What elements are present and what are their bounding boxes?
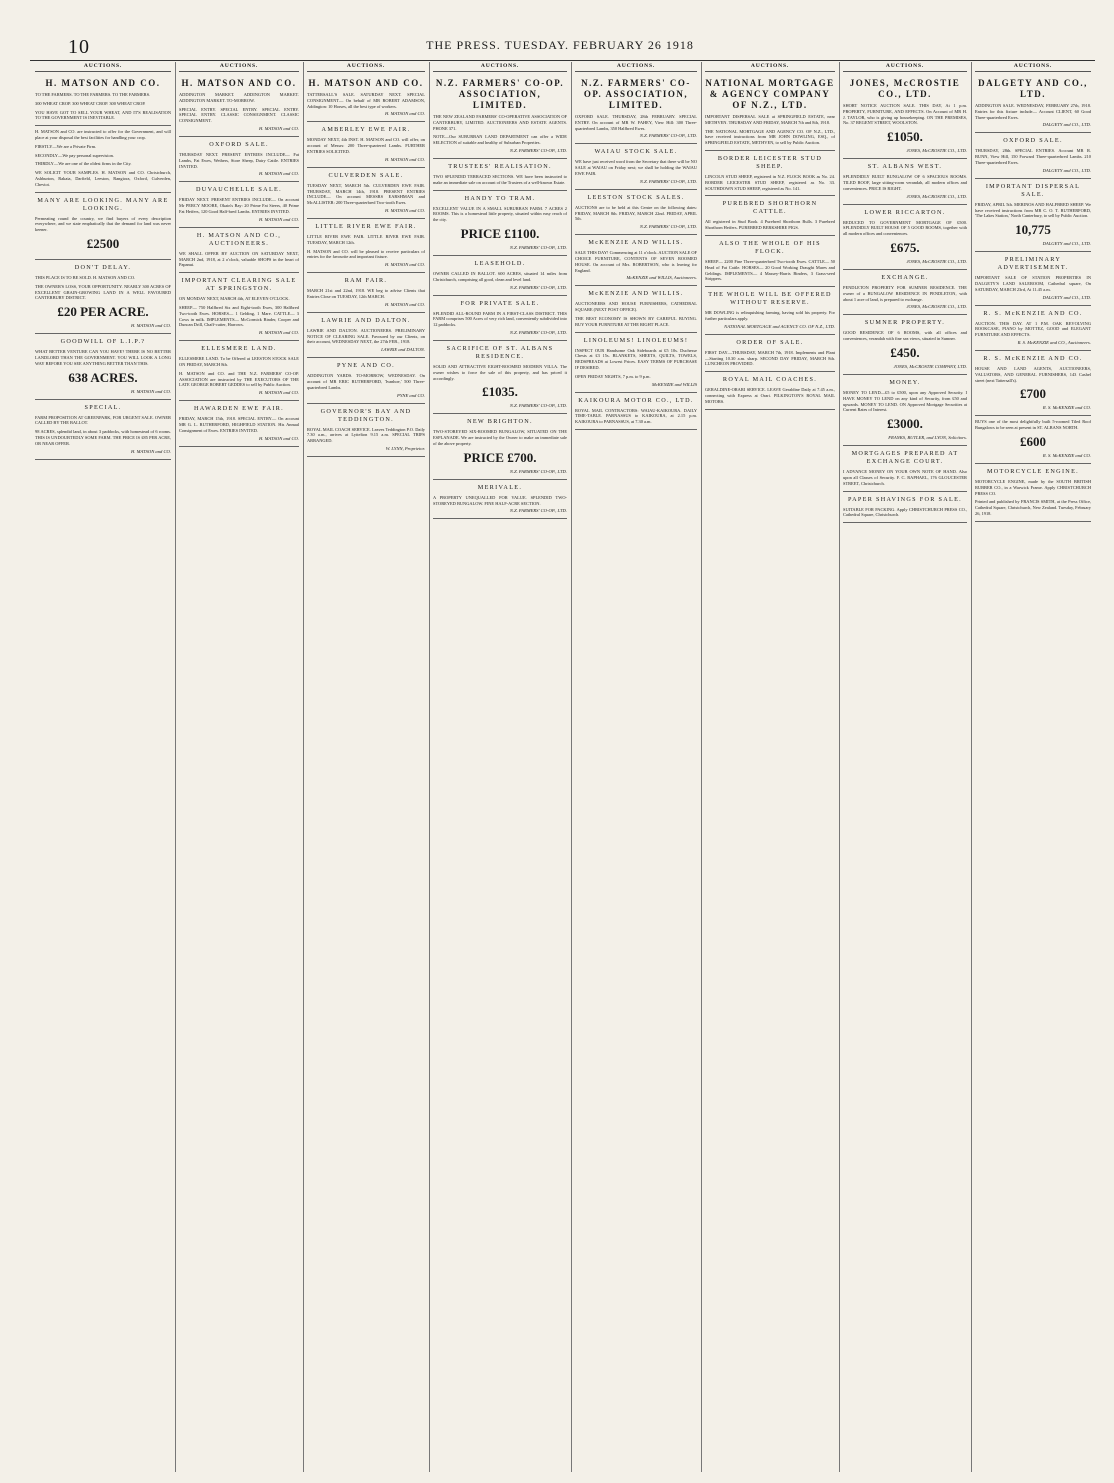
advertisement — [35, 74, 171, 126]
ad-body-text: YOU HAVE GOT TO SELL YOUR WHEAT, AND IT'S REALISATION TO THE GOVERNMENT IS INEVITABLE. — [35, 109, 171, 121]
ad-heading: ELLESMERE LAND. — [201, 345, 277, 353]
ad-signature: JONES, McCROSTIE CO., LTD. — [906, 148, 967, 154]
ad-body-text: 300 WHEAT CROP. 300 WHEAT CROP. 300 WHEAT CROP. — [35, 100, 146, 106]
ad-body-text: OPEN FRIDAY NIGHTS, 7 p.m. to 9 p.m. — [575, 373, 651, 379]
ad-signature: H. MATSON and CO. — [258, 330, 299, 336]
column-4 — [430, 62, 570, 1472]
advertisement — [975, 74, 1091, 133]
ad-body-text: FRIDAY, APRIL 5th. MERINOS AND HALFBRED SHEEP. We have received instructions from MR C. O. T. RUTHERFORD, 'The Lakes Station,' North Canterbury, to sell by Public Auction. — [975, 201, 1091, 219]
ad-signature: N.Z. FARMERS' CO-OP., LTD. — [509, 508, 567, 514]
ad-signature: H. MATSON and CO. — [384, 156, 425, 162]
ad-heading: H. MATSON AND CO. — [181, 78, 297, 88]
ad-body-text: REDUCED TO GOVERNMENT MORTGAGE OF £500. SPLENDIDLY BUILT HOUSE OF 5 GOOD ROOMS, together with all modern offices and conveniences. — [843, 219, 967, 237]
column-heading: AUCTIONS. — [575, 62, 697, 72]
ad-body-text: NOTE—Our SUBURBAN LAND DEPARTMENT can offer a WIDE SELECTION of suitable and healthy of Suburban Properties. — [433, 134, 567, 146]
page-number: 10 — [68, 36, 90, 58]
ad-heading: HAWARDEN EWE FAIR. — [194, 405, 284, 413]
advertisement — [307, 219, 425, 273]
advertisement — [307, 358, 425, 403]
advertisement — [843, 446, 967, 491]
ad-heading: LAWRIE AND DALTON. — [321, 316, 411, 324]
ad-heading: MONEY. — [889, 378, 921, 386]
ad-heading: LEASEHOLD. — [474, 259, 526, 267]
column-rule — [971, 62, 972, 1472]
ad-heading: H. MATSON AND CO. — [308, 78, 424, 88]
ad-body-text: SPLENDIDLY BUILT BUNGALOW OF 6 SPACIOUS ROOMS. TILED ROOF, large sitting-room verandah, all modern offices and conveniences. PRICE IS RIGHT. — [843, 174, 967, 191]
ad-body-text: MOTORCYCLE ENGINE, made by the SOUTH BRITISH RUBBER CO., in a Warwick Frame. Apply CHRISTCHURCH PRESS CO. — [975, 478, 1091, 496]
ad-signature: PYNE and CO. — [397, 392, 425, 398]
advertisement — [575, 144, 697, 189]
ad-signature: H. MATSON and CO. — [384, 207, 425, 213]
ad-body-text: FRIDAY NEXT. PRESENT ENTRIES INCLUDE— On account Mr PERCY MOORE, Okain's Bay: 20 Prime Fat Steers, 40 Prime Fat Heifers, 120 Good Half-bred Lambs. ENTRIES INVITED. — [179, 197, 299, 214]
column-heading: AUCTIONS. — [975, 62, 1091, 72]
ad-heading: MORTGAGES PREPARED AT EXCHANGE COURT. — [851, 450, 959, 466]
advertisement — [35, 260, 171, 334]
ad-body-text: THE BEST ECONOMY IS SHOWN BY CAREFUL BUYING. BUY YOUR FURNITURE AT THE RIGHT PLACE. — [575, 315, 697, 327]
ad-body-text: THE NEW ZEALAND FARMERS' CO-OPERATIVE ASSOCIATION OF CANTERBURY, LIMITED. AUCTIONEERS AND ESTATE AGENTS. PHONE 371. — [433, 114, 567, 131]
advertisement — [843, 205, 967, 270]
column-rule — [839, 62, 840, 1472]
ad-heading: DON'T DELAY. — [74, 263, 132, 271]
ad-heading: N.Z. FARMERS' CO-OP. ASSOCIATION, LIMITED. — [581, 78, 691, 110]
advertisement — [433, 256, 567, 296]
ad-heading: FOR PRIVATE SALE. — [460, 299, 540, 307]
ad-body-text: FARM PROPOSITION AT GREENPARK, FOR URGENT SALE. OWNER CALLED BY THE BALLOT. — [35, 414, 171, 426]
ad-heading: MANY ARE LOOKING. MANY ARE LOOKING. — [37, 196, 169, 212]
ad-heading: H. MATSON AND CO., AUCTIONEERS. — [196, 231, 282, 247]
advertisement — [843, 375, 967, 446]
ad-body-text: TUESDAY NEXT, MARCH 5th. CULVERDEN EWE FAIR. THURSDAY, MARCH 14th, 1918. PRESENT ENTRIES INCLUDE— On account MESSRS EARSHMAN and McALLISTER: 200 Three-quarterbred Two-tooth Ewes. — [307, 182, 425, 206]
ad-heading: LEESTON STOCK SALES. — [587, 193, 685, 201]
ad-heading: R. S. McKENZIE AND CO. — [983, 309, 1083, 317]
ad-signature: FRANKS, BUTLER, and LYON, Solicitors. — [888, 435, 967, 441]
ad-signature: McKENZIE and WILLIS, Auctioneers. — [626, 275, 697, 281]
ad-body-text: SHEEP— 750 Halfbred Six and Eight-tooth Ewes, 300 Halfbred Two-tooth Ewes. HORSES— 1 Gelding, 1 Mare. CATTLE— 3 Cows in milk. IMPLEMENTS— McCormick Binder, Cooper and Duncan Drill, Chaff-cutter, Harrows. — [179, 304, 299, 328]
advertisement — [705, 74, 835, 151]
ad-heading: THE WHOLE WILL BE OFFERED WITHOUT RESERVE. — [708, 291, 832, 307]
advertisement — [179, 341, 299, 401]
ad-signature: DALGETY and CO., LTD. — [1042, 241, 1091, 247]
ad-body-text: AUCTIONEERS AND HOUSE FURNISHERS, CATHEDRAL SQUARE (NEXT POST OFFICE). — [575, 301, 697, 313]
advertisement — [35, 126, 171, 192]
ad-body-text: A PROPERTY UNEQUALLED FOR VALUE. SPLENDID TWO-STOREYED BUNGALOW. FINE HALF-ACRE SECTION. — [433, 494, 567, 506]
ad-body-text: FRIDAY, MARCH 15th, 1918. SPECIAL ENTRY— On account MR G. L. RUTHERFORD, HIGHFIELD STATION. His Annual Consignment of Ewes. ENTRIES INVITED. — [179, 416, 299, 433]
ad-signature: JONES, McCROSTIE CO., LTD. — [906, 258, 967, 264]
ad-body-text: H. MATSON and CO. will be pleased to receive particulars of entries for the favourite and important fixture. — [307, 248, 425, 260]
advertisement — [433, 341, 567, 414]
ad-signature: DALGETY and CO., LTD. — [1042, 122, 1091, 128]
ad-body-text: MR DOWLING is relinquishing farming, having sold his property. For further particulars apply. — [705, 310, 835, 321]
ad-body-text: ROYAL MAIL CONTRACTORS: WAIAU-KAIKOURA. DAILY TIME-TABLE. PARNASSUS to KAIKOURA, at 2.15 p.m. KAIKOURA to PARNASSUS, at 7.30 a.m. — [575, 407, 697, 425]
ad-heading: KAIKOURA MOTOR CO., LTD. — [578, 396, 694, 404]
column-heading: AUCTIONS. — [705, 62, 835, 72]
ad-body-text: FIRST DAY—THURSDAY, MARCH 7th, 1918. Implements and Plant—Starting 10.30 a.m. sharp. SECOND DAY FRIDAY, MARCH 8th. LUNCHEON PROVIDED. — [705, 349, 835, 367]
advertisement — [575, 393, 697, 430]
advertisement — [433, 480, 567, 520]
ad-price: £3000. — [887, 416, 923, 432]
advertisement — [843, 315, 967, 375]
ad-heading: GOODWILL OF L.I.P.? — [60, 338, 146, 346]
ad-heading: PRELIMINARY ADVERTISEMENT. — [997, 256, 1069, 272]
ad-body-text: TATTERSALL'S SALE. SATURDAY NEXT. SPECIAL CONSIGNMENT— On behalf of MR ROBERT ADAMSON, Addington: 10 Horses, all the best type of workers. — [307, 92, 425, 109]
ad-price: PRICE £1100. — [460, 225, 540, 241]
ad-signature: N.Z. FARMERS' CO-OP., LTD. — [509, 468, 567, 474]
column-2 — [176, 62, 302, 1472]
ad-heading: NATIONAL MORTGAGE & AGENCY COMPANY OF N.Z., LTD. — [705, 78, 835, 110]
ad-heading: MOTORCYCLE ENGINE. — [986, 467, 1080, 475]
advertisement — [975, 306, 1091, 351]
ad-heading: PYNE AND CO. — [336, 362, 396, 370]
advertisement — [705, 196, 835, 236]
ad-signature: N.Z. FARMERS' CO-OP., LTD. — [639, 224, 697, 230]
ad-heading: EXCHANGE. — [881, 273, 929, 281]
advertisement — [843, 74, 967, 159]
ad-body-text: ADDINGTON YARDS. TO-MORROW, WEDNESDAY. On account of MR ERIC RUTHERFORD, 'Ivanhoe,' 500 Three-quarterbred Lambs. — [307, 373, 425, 390]
ad-heading: LITTLE RIVER EWE FAIR. — [315, 222, 417, 230]
ad-signature: H. MATSON and CO. — [130, 388, 171, 394]
advertisement — [433, 159, 567, 191]
advertisement — [35, 400, 171, 460]
column-heading: AUCTIONS. — [179, 62, 299, 72]
masthead-rule — [30, 60, 1095, 61]
ad-body-text: SECONDLY—We pay personal supervision. — [35, 152, 114, 158]
ad-signature: H. MATSON and CO. — [384, 301, 425, 307]
ad-body-text: WE SHALL OFFER BY AUCTION ON SATURDAY NEXT, MARCH 2nd, 1918, at 2 o'clock, valuable SHOPS in the heart of Papanui. — [179, 250, 299, 268]
ad-body-text: H. MATSON and CO. are instructed to offer for the Government, and will place at your disposal the best facilities for handling your crop. — [35, 129, 171, 140]
advertisement — [975, 133, 1091, 178]
ad-heading: RAM FAIR. — [344, 277, 388, 285]
advertisement — [575, 235, 697, 286]
ad-signature: N.Z. FARMERS' CO-OP., LTD. — [509, 329, 567, 335]
ad-signature: H. MATSON and CO. — [258, 435, 299, 441]
ad-signature: H. MATSON and CO. — [258, 390, 299, 396]
ad-body-text: All registered in Stud Book. 4 Purebred Shorthorn Bulls. 3 Purebred Shorthorn Heifers. PUREBRED BERKSHIRE PIGS. — [705, 219, 835, 231]
advertisement — [307, 74, 425, 122]
ad-body-text: SPLENDID ALL-ROUND FARM IN A FIRST-CLASS DISTRICT. THIS FARM comprises 500 Acres of very rich land, conveniently subdivided into 12 paddocks. — [433, 310, 567, 328]
ad-body-text: THE NATIONAL MORTGAGE AND AGENCY CO. OF N.Z., LTD., have received instructions from MR JOHN DOWLING, ESQ., of SPRINGFIELD ESTATE, METHVEN, to sell by Public Auction. — [705, 128, 835, 146]
ad-signature: NATIONAL MORTGAGE and AGENCY CO. OF N.Z., LTD. — [724, 323, 835, 329]
advertisement — [705, 372, 835, 409]
ad-heading: GOVERNOR'S BAY AND TEDDINGTON. — [320, 407, 412, 423]
ad-heading: PUREBRED SHORTHORN CATTLE. — [722, 200, 818, 216]
advertisement — [35, 334, 171, 399]
ad-body-text: AUCTION. THIS DAY. AT 1 P.M. OAK REVOLVING BOOKCASE, PIANO by MOTTEZ, GOOD and ELEGANT FURNITURE AND EFFECTS. — [975, 320, 1091, 338]
ad-body-text: PENDLETON PROPERTY FOR SUMNER RESIDENCE. THE owner of a BUNGALOW RESIDENCE IN PENDLETON, with about 1 acre of land, is prepared to exchange. — [843, 284, 967, 302]
advertisement — [433, 74, 567, 159]
ad-price: PRICE £700. — [463, 449, 537, 465]
ad-body-text: THURSDAY NEXT. PRESENT ENTRIES INCLUDE— Fat Lambs, Fat Ewes, Wethers, Store Sheep, Dairy Cattle. ENTRIES INVITED. — [179, 151, 299, 169]
ad-signature: DALGETY and CO., LTD. — [1042, 167, 1091, 173]
ad-body-text: MONDAY NEXT, 4th INST. H. MATSON and CO. will offer, on account of Messrs: 200 Three-quartered Lambs. FURTHER ENTRIES SOLICITED. — [307, 137, 425, 154]
ad-heading: McKENZIE AND WILLIS. — [588, 239, 684, 247]
ad-heading: McKENZIE AND WILLIS. — [588, 290, 684, 298]
ad-price: £20 PER ACRE. — [57, 304, 149, 320]
ad-signature: N.Z. FARMERS' CO-OP., LTD. — [509, 244, 567, 250]
ad-body-text: IMPORTANT DISPERSAL SALE at SPRINGFIELD ESTATE, near METHVEN. THURSDAY AND FRIDAY, MARCH 7th and 8th, 1918. — [705, 114, 835, 125]
ad-body-text: Permeating round the country, we find buyers of every description everywhere, and we state emphatically that the demand for land was never keener. — [35, 215, 171, 233]
ad-heading: LINOLEUMS! LINOLEUMS! — [583, 336, 689, 344]
advertisement — [307, 404, 425, 457]
ad-heading: BORDER LEICESTER STUD SHEEP. — [717, 154, 823, 170]
ad-body-text: ROYAL MAIL COACH SERVICE. Leaves Teddington P.O. Daily 7.30 a.m., arrives at Lyttelton 9.15 a.m. SPECIAL TRIPS ARRANGED. — [307, 426, 425, 444]
ad-price: £700 — [1020, 386, 1046, 402]
ad-body-text: 98 ACRES, splendid land, in about 3 paddocks, with homestead of 6 rooms. THIS IS UNDOUBTEDLY SOME FARM. THE PRICE IS £85 PER ACRE, OR NEAR OFFER. — [35, 429, 171, 446]
ad-heading: N.Z. FARMERS' CO-OP. ASSOCIATION, LIMITED. — [435, 78, 565, 110]
ad-heading: AMBERLEY EWE FAIR. — [321, 126, 411, 134]
column-8 — [972, 62, 1094, 1472]
advertisement — [179, 182, 299, 227]
advertisement — [975, 416, 1091, 464]
advertisement — [705, 287, 835, 335]
ad-body-text: IMPORTANT SALE OF STATION PROPERTIES IN DALGETY'S LAND SALEROOM, Cathedral square, On SATURDAY, MARCH 23rd, At 11.45 a.m. — [975, 275, 1091, 292]
ad-body-text: ELLESMERE LAND. To be Offered at LEESTON STOCK SALE ON FRIDAY, MARCH 8th. — [179, 356, 299, 367]
advertisement — [975, 252, 1091, 305]
ad-body-text: GOOD RESIDENCE OF 6 ROOMS, with all offices and conveniences, verandah with fine sea views, situated in Sumner. — [843, 330, 967, 342]
ad-body-text: SUITABLE FOR PACKING. Apply CHRISTCHURCH PRESS CO., Cathedral Square, Christchurch. — [843, 506, 967, 518]
ad-heading: ALSO THE WHOLE OF HIS FLOCK. — [719, 239, 821, 255]
column-3 — [304, 62, 428, 1472]
ad-body-text: SHORT NOTICE AUCTION SALE. THIS DAY, At 1 p.m. PROPERTY, FURNITURE, AND EFFECTS. On Account of MR H. J. TAYLOR, who is giving up housekeeping. ON THE PREMISES, No. 37 REGENT STREET, WOOLSTON. — [843, 103, 967, 126]
ad-price: £600 — [1020, 433, 1046, 449]
ad-price: £1035. — [482, 384, 518, 400]
ad-body-text: OXFORD SALE. THURSDAY, 28th FEBRUARY. SPECIAL ENTRY. On account of MR W. FAHEY, View Hill: 300 Three-quarterbred Lambs, 350 Halfbred Ewes. — [575, 114, 697, 131]
ad-body-text: TWO-STOREYED SIX-ROOMED BUNGALOW, SITUATED ON THE ESPLANADE. We are instructed by the Owner to make an immediate sale of the above property. — [433, 429, 567, 446]
ad-body-text: TWO SPLENDID TERRACED SECTIONS. WE have been instructed to make an immediate sale on account of the Trustees of a well-known Estate. — [433, 173, 567, 185]
column-rule — [701, 62, 702, 1472]
advertisement — [307, 168, 425, 219]
ad-signature: H. MATSON and CO. — [258, 216, 299, 222]
ad-heading: IMPORTANT DISPERSAL SALE. — [985, 182, 1081, 198]
ad-body-text: WE SOLICIT YOUR SAMPLES. H. MATSON and CO. Christchurch, Ashburton, Rakaia, Darfield, Leeston, Rangiora, Oxford, Culverden, Cheviot. — [35, 170, 171, 187]
ad-body-text: GERALDINE-ORARI SERVICE. LEAVE Geraldine Daily at 7.45 a.m., connecting with Express at Orari. PILKINGTON'S ROYAL MAIL MOTORS. — [705, 387, 835, 404]
ad-body-text: ADDINGTON MARKET. ADDINGTON MARKET. ADDINGTON MARKET. TO-MORROW. — [179, 92, 299, 103]
ad-heading: SACRIFICE OF ST. ALBANS RESIDENCE. — [446, 344, 554, 360]
advertisement — [179, 228, 299, 273]
ad-signature: LAWRIE and DALTON. — [381, 347, 425, 353]
ad-body-text: THURSDAY, 28th. SPECIAL ENTRIES. Account MR R. BUNN, View Hill, 150 Forward Three-quarterbred Lambs. 210 Three-quarterbred Ewes. — [975, 148, 1091, 165]
advertisement — [575, 333, 697, 393]
ad-signature: JONES, McCROSTIE CO., LTD. — [906, 193, 967, 199]
ad-signature: R. S. McKENZIE and CO. — [1042, 452, 1091, 458]
ad-price: 638 ACRES. — [68, 369, 138, 385]
advertisement — [575, 286, 697, 332]
ad-heading: MERIVALE. — [477, 483, 523, 491]
ad-body-text: LAWRIE AND DALTON. AUCTIONEERS. PRELIMINARY NOTICE OF CLEARING SALE. Favoured by our Clients, on their account, WEDNESDAY NEXT, the 27th FEB., 1918. — [307, 327, 425, 345]
ad-heading: DALGETY AND CO., LTD. — [978, 78, 1088, 99]
ad-heading: ST. ALBANS WEST. — [867, 163, 943, 171]
ad-body-text: WHAT BETTER VENTURE CAN YOU HAVE? THERE IS NO BETTER LANDLORD THAN THE GOVERNMENT. YOU WILL LOOK A LONG WAY BEFORE YOU SEE ANYTHING BETTER THAN THIS. — [35, 349, 171, 366]
advertisement — [179, 273, 299, 341]
ad-body-text: BUYS one of the most delightfully built 5-roomed Tiled Roof Bungalows to be seen at present in ST. ALBANS NORTH. — [975, 419, 1091, 431]
column-5 — [572, 62, 700, 1472]
ad-price: £1050. — [887, 129, 923, 145]
ad-heading: SPECIAL. — [84, 403, 122, 411]
ad-body-text: AUCTIONS are to be held at this Centre on the following dates: FRIDAY, MARCH 8th. FRIDAY, MARCH 22nd. FRIDAY, APRIL 5th. — [575, 204, 697, 222]
advertisement — [843, 270, 967, 315]
ad-signature: H. MATSON and CO. — [130, 448, 171, 454]
ad-body-text: SOLID AND ATTRACTIVE EIGHT-ROOMED MODERN VILLA. The owner wishes to force the sale of this property, and has priced it accordingly. — [433, 363, 567, 381]
ad-heading: HANDY TO TRAM. — [464, 194, 536, 202]
advertisement — [705, 151, 835, 196]
column-heading: AUCTIONS. — [433, 62, 567, 72]
ad-heading: CULVERDEN SALE. — [328, 171, 404, 179]
ad-body-text: THE OWNER'S LOSS, YOUR OPPORTUNITY. NEARLY 300 ACRES OF EXCELLENT GRAIN-GROWING LAND IN A WELL FAVOURED CANTERBURY DISTRICT. — [35, 283, 171, 301]
ad-body-text: FIRSTLY—We are a Private Firm. — [35, 143, 97, 149]
ad-body-text: HOUSE AND LAND AGENTS, AUCTIONEERS, VALUATORS, AND GENERAL FURNISHERS, 143 Cashel street (next Tattersall's). — [975, 365, 1091, 383]
ad-body-text: OWNER CALLED IN BALLOT. 600 ACRES, situated 14 miles from Christchurch, comprising all good, clean and level land. — [433, 270, 567, 282]
ad-body-text: Printed and published by FRANCIS SMITH, at the Press Office, Cathedral Square, Christchurch, New Zealand. Tuesday, February 26, 1918. — [975, 499, 1091, 516]
advertisement — [179, 74, 299, 137]
ad-signature: McKENZIE and WILLIS — [651, 381, 697, 387]
column-6 — [702, 62, 838, 1472]
ad-body-text: ADDINGTON SALE. WEDNESDAY, FEBRUARY 27th, 1918. Entries for this fixture include— Account CLIENT, 60 Good Three-quarterbred Ewes. — [975, 103, 1091, 120]
ad-body-text: SHEEP— 2200 Fine Three-quarterbred Two-tooth Ewes. CATTLE— 50 Head of Fat Cattle. HORSES— 20 Good Working Draught Mares and Geldings. IMPLEMENTS— 4 Massey-Harris Binders, 3 Grass-seed Strippers. — [705, 258, 835, 282]
ad-signature: N.Z. FARMERS' CO-OP., LTD. — [509, 403, 567, 409]
ad-heading: R. S. McKENZIE AND CO. — [983, 354, 1083, 362]
ad-body-text: I ADVANCE MONEY ON YOUR OWN NOTE OF HAND. Also upon all Classes of Security. F. C. RAPHAEL, 176 GLOUCESTER STREET, Christchurch. — [843, 469, 967, 486]
advertisement — [307, 313, 425, 358]
ad-signature: R. S. McKENZIE and CO. — [1042, 405, 1091, 411]
advertisement — [705, 335, 835, 372]
column-rule — [429, 62, 430, 1472]
ad-signature: N.Z. FARMERS' CO-OP., LTD. — [509, 284, 567, 290]
column-1 — [32, 62, 174, 1472]
ad-body-text: H. MATSON and CO. and THE N.Z. FARMERS' CO-OP. ASSOCIATION are instructed by THE EXECUTORS OF THE LATE GEORGE ROBERT GEDDES to sell by Public Auction. — [179, 370, 299, 388]
ad-signature: W. LYNN, Proprietor. — [385, 445, 425, 451]
column-heading: AUCTIONS. — [843, 62, 967, 72]
advertisement — [35, 193, 171, 260]
ad-heading: ROYAL MAIL COACHES. — [722, 376, 818, 384]
advertisement — [975, 179, 1091, 252]
column-rule — [175, 62, 176, 1472]
column-heading: AUCTIONS. — [307, 62, 425, 72]
ad-signature: H. MATSON and CO. — [258, 171, 299, 177]
ad-heading: WAIAU STOCK SALE. — [594, 148, 678, 156]
ad-heading: ORDER OF SALE. — [736, 338, 804, 346]
column-7 — [840, 62, 970, 1472]
ad-heading: H. MATSON AND CO. — [45, 78, 161, 88]
ad-body-text: TO THE FARMERS. TO THE FARMERS. TO THE FARMERS. — [35, 92, 151, 97]
ad-body-text: MARCH 21st and 22nd, 1918. WE beg to advise Clients that Entries Close on TUESDAY, 12th MARCH. — [307, 288, 425, 299]
ad-body-text: INSPECT OUR Handsome Oak Sideboards at £5 10s. Duchesse Chests at £3 15s. BLANKETS, SHEETS, QUILTS, TOWELS, BEDSPREADS at Lowest Prices. EASY TERMS OF PURCHASE IF DESIRED. — [575, 347, 697, 370]
ad-body-text: THIRDLY—We are one of the oldest firms in the City. — [35, 161, 132, 167]
ad-signature: H. MATSON and CO. — [384, 262, 425, 268]
advertisement — [575, 190, 697, 235]
ad-heading: OXFORD SALE. — [209, 140, 269, 148]
ad-heading: NEW BRIGHTON. — [467, 418, 533, 426]
ad-signature: JONES, McCROSTIE CO., LTD. — [906, 304, 967, 310]
column-heading: AUCTIONS. — [35, 62, 171, 72]
ad-body-text: LINCOLN STUD SHEEP, registered in N.Z. FLOCK BOOK as No. 24. BORDER LEICESTER STUD SHEEP, registered as No. 33. SOUTHDOWN STUD SHEEP, registered as No. 141. — [705, 173, 835, 191]
advertisement — [843, 492, 967, 524]
ad-heading: TRUSTEES' REALISATION. — [448, 162, 552, 170]
advertisement — [179, 137, 299, 182]
ad-signature: DALGETY and CO., LTD. — [1042, 294, 1091, 300]
ad-heading: IMPORTANT CLEARING SALE AT SPRINGSTON. — [181, 277, 297, 293]
advertisement — [307, 122, 425, 167]
ad-heading: JONES, McCROSTIE CO., LTD. — [849, 78, 961, 99]
advertisement — [975, 464, 1091, 522]
advertisement — [433, 414, 567, 479]
ad-price: £450. — [890, 344, 920, 360]
ad-heading: LOWER RICCARTON. — [864, 208, 946, 216]
ad-signature: H. MATSON and CO. — [258, 125, 299, 131]
ad-signature: JONES, McCROSTIE COMPANY, LTD. — [893, 363, 967, 369]
advertisement — [433, 296, 567, 341]
ad-signature: N.Z. FARMERS' CO-OP., LTD. — [639, 178, 697, 184]
advertisement — [433, 191, 567, 256]
ad-heading: PAPER SHAVINGS FOR SALE. — [847, 495, 963, 503]
newspaper-title: THE PRESS. TUESDAY. FEBRUARY 26 1918 — [426, 38, 694, 52]
ad-signature: H. MATSON and CO. — [384, 111, 425, 117]
ad-signature: N.Z. FARMERS' CO-OP., LTD. — [639, 133, 697, 139]
ad-body-text: SPECIAL ENTRY. SPECIAL ENTRY. SPECIAL ENTRY. SPECIAL ENTRY. CLASSIC CONSIGNMENT. CLASSIC CONSIGNMENT. — [179, 106, 299, 124]
ad-heading: DUVAUCHELLE SALE. — [196, 186, 282, 194]
ad-price: £675. — [890, 239, 920, 255]
ad-signature: N.Z. FARMERS' CO-OP., LTD. — [509, 147, 567, 153]
ad-heading: OXFORD SALE. — [1003, 137, 1063, 145]
advertisement — [975, 351, 1091, 416]
ad-body-text: WE have just received word from the Secretary that there will be NO SALE at WAIAU on Friday next; we shall be holding the WAIAU EWE FAIR. — [575, 159, 697, 176]
ad-body-text: THIS PLACE IS TO BE SOLD. H. MATSON AND CO. — [35, 274, 136, 280]
ad-price: £2500 — [86, 235, 120, 251]
ad-body-text: SALE THIS DAY! Commencing at 11 o'clock. AUCTION SALE OF CHOICE FURNITURE, CONTENTS OF SEVEN ROOMED HOUSE. On account of Mrs. ROBERTSON, who is leaving for England. — [575, 250, 697, 273]
column-rule — [571, 62, 572, 1472]
advertisement — [575, 74, 697, 144]
column-rule — [303, 62, 304, 1472]
ad-heading: SUMNER PROPERTY. — [864, 319, 946, 327]
advertisement — [705, 236, 835, 287]
masthead — [30, 28, 1090, 58]
ad-body-text: EXCELLENT VALUE IN A SMALL SUBURBAN FARM. 7 ACRES 2 ROOMS. This is a homestead little property, situated within easy reach of the city. — [433, 205, 567, 223]
advertisement — [179, 401, 299, 446]
ad-signature: R. S. McKENZIE and CO., Auctioneers. — [1017, 339, 1091, 345]
advertisement — [843, 159, 967, 204]
ad-body-text: LITTLE RIVER EWE FAIR. LITTLE RIVER EWE FAIR. TUESDAY, MARCH 12th. — [307, 233, 425, 245]
ad-signature: H. MATSON and CO. — [130, 323, 171, 329]
advertisement — [307, 273, 425, 313]
ad-body-text: MONEY TO LEND—£5 to £500, upon any Approved Security. I HAVE MONEY TO LEND on any kind of Security, from £50 and upwards. MONEY TO LEND. ON Approved Mortgage Securities at Current Rates of Interest. — [843, 389, 967, 413]
ad-body-text: ON MONDAY NEXT, MARCH 4th, AT ELEVEN O'CLOCK. — [179, 296, 290, 302]
ad-price: 10,775 — [1015, 222, 1051, 238]
